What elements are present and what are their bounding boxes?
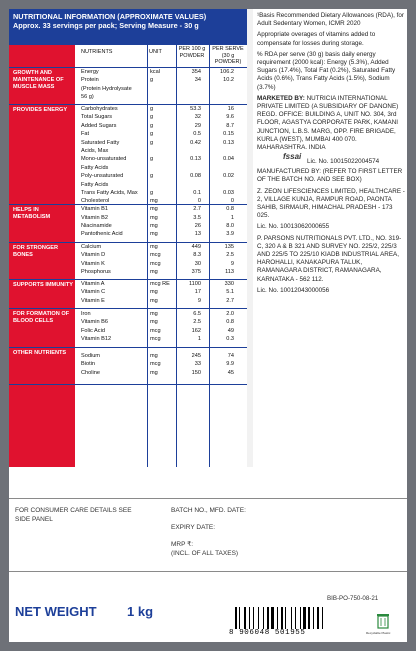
recycle-caption: Recyclable Plastic [366,631,391,635]
value-per-100g: 26 [194,223,201,229]
barcode-bar [284,607,285,629]
info-column [257,12,405,298]
value-per-100g: 30 [194,260,201,267]
barcode-bar [293,607,294,629]
barcode-bar [275,607,277,629]
section-divider [9,104,247,105]
nutrient-name: (Protein Hydrolysate [81,85,132,92]
nutrient-name: Sodium [81,352,100,359]
barcode-bar [239,607,240,629]
barcode-bar [267,607,269,629]
nutrient-name: Mono-unsaturated [81,156,127,163]
value-per-serve: 106.2 [220,69,234,75]
value-per-serve: 1 [230,214,234,221]
barcode-bar [297,607,299,629]
nutrient-unit: mg [150,319,158,326]
nutrient-name: Fatty Acids [81,181,109,188]
table-row [75,269,247,278]
nutrient-name: Calcium [81,244,102,250]
barcode-bar [317,607,319,629]
consumer-care: FOR CONSUMER CARE DETAILS SEE SIDE PANEL [15,507,132,523]
nutrient-name: Added Sugars [81,122,117,129]
net-weight-value: 1 kg [127,604,154,619]
col-per100: PER 100 g POWDER [178,46,206,59]
value-per-serve: 0.04 [223,156,234,163]
section-label: OTHER NUTRIENTS [13,350,67,356]
value-per-serve: 74 [227,352,234,359]
value-per-serve: 0.8 [226,206,234,213]
nutrient-unit: g [150,156,154,163]
value-per-serve: 5.1 [226,289,234,296]
value-per-serve: 2.0 [226,310,234,317]
value-per-100g: 32 [194,114,201,121]
nutrient-unit: g [150,173,154,180]
barcode-bar [253,607,255,629]
barcode-bar [270,607,271,629]
value-per-100g: 3.5 [193,214,201,221]
value-per-100g: 33 [194,361,201,368]
value-per-100g: 2.5 [193,319,201,326]
license-1: Lic. No. 10015022004574 [307,158,380,166]
value-per-serve: 49 [227,327,234,334]
nutrient-name: Choline [81,369,100,376]
nutrient-unit: g [150,139,154,146]
value-per-100g: 0.5 [193,131,201,138]
value-per-serve: 16 [227,106,234,112]
value-per-serve: 135 [224,244,234,250]
section-label: FOR STRONGER BONES [13,245,59,258]
panel-divider [247,9,253,467]
table-row [75,336,247,345]
barcode-bar [291,607,293,629]
value-per-100g: 0.13 [190,156,201,163]
nutrient-name: Pantothenic Acid [81,231,123,238]
barcode-bar [238,607,239,629]
value-per-100g: 6.5 [193,310,201,317]
value-per-serve: 113 [225,269,234,276]
value-per-serve: 0.02 [223,173,234,180]
section-label: HELPS IN METABOLISM [13,207,51,220]
value-per-100g: 17 [194,289,201,296]
nutrient-name: Vitamin K [81,260,105,267]
expiry-label: EXPIRY DATE: [171,524,216,531]
barcode-bar [255,607,257,629]
value-per-100g: 0.08 [190,173,201,180]
value-per-serve: 0 [230,198,234,205]
nutrient-unit: mcg [150,335,161,342]
nutrient-name: Protein [81,77,99,84]
recycle-icon [375,612,391,630]
overages-note: Appropriate overages of vitamins added to compensate for losses during storage. [257,31,376,47]
barcode-bar [244,607,246,629]
value-per-100g: 9 [197,297,201,304]
value-per-100g: 0 [197,198,201,205]
nutrient-name: Acids, Max [81,148,109,154]
table-row [75,370,247,379]
barcode-bar [311,607,312,629]
barcode-bar [265,607,266,629]
nutrient-name: Vitamin B6 [81,319,108,326]
manufacturer-p: P. PARSONS NUTRITIONALS PVT. LTD., NO. 319-C, 320 A & B 321 AND SURVEY NO. 225/2, 225/3 AND 225/5 TO 225/10 KIADB INDUSTRIAL AREA, HAROHALLI, KANAKAPURA TALUK, RAMANAGARA DISTRICT, RAMANAGARA, KARNATAKA - 562 112. [257,234,402,283]
manufacturer-z: Z. ZEON LIFESCIENCES LIMITED, HEALTHCARE - 2, VILLAGE KUNJA, RAMPUR ROAD, PAONTA SAHIB, SIRMAUR, HIMACHAL PRADESH - 173 025. [257,187,405,220]
barcode-bar [279,607,280,629]
nutrient-name: Cholesterol [81,198,110,205]
barcode-bar [258,607,259,629]
batch-label: BATCH NO., MFD. DATE: [171,507,246,514]
barcode-bar [277,607,278,629]
nutrient-name: Niacinamide [81,223,112,229]
nutrition-header [9,9,247,45]
nutrient-name: Vitamin B1 [81,206,108,213]
nutrient-unit: mcg [150,327,161,334]
nutrient-unit: mg [150,310,158,317]
nutrient-unit: g [150,77,154,84]
nutrient-name: Vitamin A [81,281,105,287]
nutrient-unit: g [150,114,154,121]
value-per-serve: 2.5 [226,252,234,259]
nutrient-unit: g [150,190,154,196]
value-per-100g: 34 [194,77,201,84]
barcode-bar [324,607,326,629]
value-per-100g: 150 [191,369,201,376]
barcode-bar [301,607,302,629]
nutrient-name: Poly-unsaturated [81,173,124,180]
license-2: Lic. No. 10013062000655 [257,223,330,231]
col-nutrients: NUTRIENTS [81,49,113,55]
nutrition-title: NUTRITIONAL INFORMATION (APPROXIMATE VALUES) [13,12,207,21]
nutrient-unit: mg [150,223,158,229]
value-per-serve: 0.8 [226,319,234,326]
barcode-bar [247,607,248,629]
value-per-100g: 375 [191,269,201,276]
nutrient-unit: g [150,131,154,138]
value-per-serve: 0.13 [223,139,234,146]
value-per-100g: 1 [197,335,201,342]
section-divider [9,67,247,68]
barcode-bar [322,607,323,629]
table-column-headers [75,45,247,67]
nutrient-unit: mcg [150,260,161,267]
nutrient-unit: mcg [150,361,161,368]
barcode-bar [315,607,317,629]
barcode-bar [295,607,296,629]
value-per-100g: 8.3 [193,252,201,259]
nutrient-name: Vitamin B12 [81,335,112,342]
nutrient-name: Energy [81,69,99,75]
value-per-100g: 13 [194,231,201,238]
nutrient-name: Total Sugars [81,114,113,121]
bottom-section [9,467,407,642]
section-divider [9,308,247,309]
nutrient-name: Biotin [81,361,95,368]
nutrient-unit: kcal [150,69,160,75]
nutrient-unit: mcg RE [150,281,170,287]
marketed-by [257,95,405,152]
barcode [235,607,327,629]
value-per-100g: 162 [191,327,201,334]
value-per-serve: 45 [227,369,234,376]
divider-line [9,571,407,572]
taxes-label: (INCL. OF ALL TAXES) [171,550,239,557]
barcode-bar [249,607,250,629]
section-divider [9,384,247,385]
nutrient-name: Trans Fatty Acids, Max [81,190,138,196]
nutrient-unit: mg [150,206,158,213]
barcode-bar [313,607,314,629]
value-per-100g: 245 [191,352,201,359]
col-unit: UNIT [149,49,162,55]
nutrient-unit: g [150,122,154,129]
nutrient-name: Saturated Fatty [81,139,120,146]
nutrient-name: Folic Acid [81,327,105,334]
nutrient-name: Vitamin C [81,289,106,296]
license-3: Lic. No. 10012043000056 [257,286,330,294]
nutrient-name: Fat [81,131,90,138]
section-label: PROVIDES ENERGY [13,107,68,113]
barcode-bar [271,607,273,629]
nutrient-name: Vitamin E [81,297,105,304]
nutrient-name: Vitamin D [81,252,106,259]
value-per-serve: 8.0 [226,223,234,229]
nutrient-name: Fatty Acids [81,164,109,171]
barcode-bar [307,607,308,629]
value-per-100g: 354 [191,69,201,75]
value-per-serve: 0.03 [223,190,234,196]
manufactured-by: MANUFACTURED BY: (REFER TO FIRST LETTER OF THE BATCH NO. AND SEE BOX) [257,168,403,184]
value-per-serve: 330 [224,281,234,287]
barcode-bar [251,607,252,629]
mrp-label: MRP ₹: [171,541,194,548]
value-per-serve: 0.3 [226,335,234,342]
col-perserve: PER SERVE (30 g POWDER) [212,46,244,65]
label-panel [9,9,407,642]
nutrient-unit: mg [150,198,158,205]
product-code: BIB-PO-750-08-21 [327,595,379,602]
barcode-bar [320,607,321,629]
marketed-by-label: MARKETED BY: [257,94,305,102]
table-row [75,94,247,103]
section-divider [9,347,247,348]
value-per-100g: 449 [191,244,201,250]
net-weight-label: NET WEIGHT [15,604,97,619]
nutrient-name: Phosphorus [81,269,111,276]
nutrient-unit: mg [150,244,158,250]
nutrient-name: Iron [81,310,91,317]
value-per-serve: 0.15 [223,131,234,138]
nutrient-unit: g [150,106,154,112]
barcode-number: 8 906048 501955 [229,629,306,637]
nutrient-unit: mg [150,214,158,221]
value-per-serve: 2.7 [226,297,234,304]
fssai-row [257,153,405,167]
section-divider [9,242,247,243]
nutrient-name: Vitamin B2 [81,214,108,221]
barcode-bar [303,607,305,629]
servings-line: Approx. 33 servings per pack; Serving Measure - 30 g [13,21,199,30]
section-label: FOR FORMATION OF BLOOD CELLS [13,311,70,324]
value-per-100g: 1100 [188,281,201,287]
rda-note: ¹Basis Recommended Dietary Allowances (RDA), for Adult Sedentary Women, ICMR 2020 [257,12,404,28]
barcode-bar [235,607,237,629]
rda-percent-note: % RDA per serve (30 g) basis daily energy requirement (2000 kcal): Energy (5.3%), Added Sugars (17.4%), Total Fat (0.2%), Saturated Fatty Acids (0.6%), Trans Fatty Acids (1.5%), Sodium (3.7%) [257,50,396,91]
value-per-100g: 0.42 [190,139,201,146]
section-divider [9,204,247,205]
barcode-bar [287,607,289,629]
barcode-bar [241,607,243,629]
value-per-serve: 3.9 [226,231,234,238]
nutrient-unit: mcg [150,252,161,259]
value-per-100g: 53.3 [190,106,201,112]
value-per-serve: 9.9 [226,361,234,368]
divider-line [9,498,407,499]
section-divider [9,279,247,280]
barcode-bar [285,607,286,629]
value-per-100g: 2.7 [193,206,201,213]
barcode-bar [308,607,310,629]
nutrient-unit: mg [150,352,158,359]
barcode-bar [281,607,283,629]
nutrient-unit: mg [150,297,158,304]
value-per-serve: 9 [230,260,234,267]
table-row [75,298,247,307]
value-per-serve: 10.2 [223,77,234,84]
nutrient-unit: mg [150,369,158,376]
nutrient-name: 56 g) [81,94,94,101]
value-per-serve: 8.7 [226,122,234,129]
barcode-bar [260,607,262,629]
marketed-by-text: NUTRICIA INTERNATIONAL PRIVATE LIMITED (A SUBSIDIARY OF DANONE) REGD. OFFICE: BUILDING A, UNIT NO. 304, 3rd FLOOR, AGASTYA CORPORATE PARK, KAMANI JUNCTION, L.B.S. MARG, OPP. FIRE BRIGADE, KURLA (WEST), MUMBAI 400 070. MAHARASHTRA. INDIA [257,94,399,152]
nutrient-unit: mg [150,231,158,238]
section-label: GROWTH AND MAINTENANCE OF MUSCLE MASS [13,70,64,90]
barcode-bar [263,607,264,629]
section-label: SUPPORTS IMMUNITY [13,282,73,288]
nutrient-unit: mg [150,289,158,296]
value-per-serve: 9.6 [226,114,234,121]
table-row [75,231,247,240]
barcode-bar [300,607,301,629]
nutrient-name: Carbohydrates [81,106,118,112]
fssai-logo: fssai [283,152,302,162]
value-per-100g: 29 [194,122,201,129]
nutrient-unit: mg [150,269,158,276]
value-per-100g: 0.1 [193,190,201,196]
